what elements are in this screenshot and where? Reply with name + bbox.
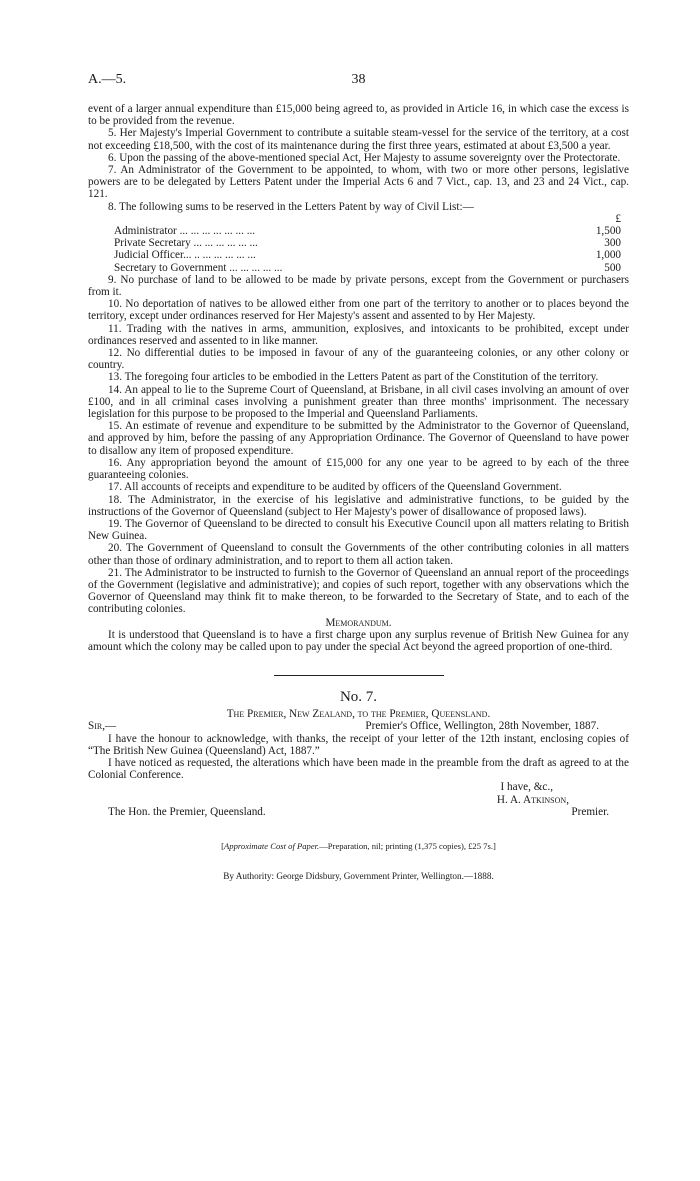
civil-list-amount: 1,000	[595, 249, 621, 262]
civil-list-label: Secretary to Government ... ... ... ... ...	[114, 261, 283, 274]
article-17: 17. All accounts of receipts and expenditure to be audited by officers of the Queensland Government.	[108, 481, 562, 494]
letter-signature: H. A. Atkinson,	[496, 793, 569, 806]
article-18: 18. The Administrator, in the exercise of his legislative and administrative functions, to be guided by the instructions of the Governor of Queensland (subject to Her Majesty's power of disallowance of proposed laws).	[88, 493, 629, 518]
civil-list-row	[88, 262, 629, 274]
page-header	[88, 72, 629, 90]
document-body	[88, 103, 629, 882]
civil-list-row	[88, 237, 629, 249]
article-13: 13. The foregoing four articles to be embodied in the Letters Patent as part of the Constitution of the territory.	[108, 371, 599, 384]
cost-text: —Preparation, nil; printing (1,375 copies), £25 7s.	[319, 840, 493, 851]
letter-dateline-row	[88, 720, 629, 732]
letter-recipient-row	[88, 806, 629, 818]
article-11: 11. Trading with the natives in arms, ammunition, explosives, and intoxicants to be prohibited, except under ordinances reserved and assented to in like manner.	[88, 322, 629, 347]
letter-closing: I have, &c.,	[500, 781, 553, 794]
civil-list-row	[88, 225, 629, 237]
section-divider	[274, 675, 444, 676]
page-number: 38	[351, 72, 366, 87]
memorandum-text: It is understood that Queensland is to have a first charge upon any surplus revenue of British New Guinea for any amount which the colony may be called upon to pay under the special Act beyond the agreed proportion of one-third.	[88, 628, 629, 653]
letter-body-2: I have noticed as requested, the alterations which have been made in the preamble from the draft as agreed to at the Colonial Conference.	[88, 756, 629, 782]
letter-signature-title: Premier.	[571, 805, 609, 818]
article-14: 14. An appeal to lie to the Supreme Court of Queensland, at Brisbane, in all civil cases involving an amount of over £100, and in all criminal cases involving a punishment greater than three months' imprisonment. The necessary legislation for this purpose to be proposed to the Imperial and Queensland Parliaments.	[88, 383, 629, 421]
letter-salutation: Sir,—	[88, 720, 117, 733]
printer-authority: By Authority: George Didsbury, Government Printer, Wellington.—1888.	[223, 871, 494, 882]
article-10: 10. No deportation of natives to be allowed either from one part of the territory to another or to places beyond the territory, except under ordinances reserved for Her Majesty's assent and assented to by Her Majesty.	[88, 298, 629, 323]
article-19: 19. The Governor of Queensland to be directed to consult his Executive Council upon all matters relating to British New Guinea.	[88, 517, 629, 543]
article-9: 9. No purchase of land to be allowed to be made by private persons, except from the Government or purchasers from it.	[88, 273, 629, 299]
paragraph-continuation: event of a larger annual expenditure than £15,000 being agreed to, as provided in Article 16, in which case the excess is to be provided from the revenue.	[88, 103, 629, 128]
article-12: 12. No differential duties to be imposed in favour of any of the guaranteeing colonies, or any other colony or country.	[88, 347, 629, 372]
currency-symbol: £	[615, 212, 621, 225]
memorandum-heading: Memorandum.	[325, 616, 392, 629]
article-20: 20. The Government of Queensland to consult the Governments of the other contributing colonies in all matters other than those of ordinary administration, and to report to them all action taken.	[88, 542, 629, 567]
letter-dateline: Premier's Office, Wellington, 28th November, 1887.	[365, 720, 599, 733]
civil-list-row	[88, 249, 629, 261]
article-5: 5. Her Majesty's Imperial Government to contribute a suitable steam-vessel for the service of the territory, at a cost not exceeding £18,500, with the cost of its maintenance during the first three years, estimated at about £3,500 a year.	[88, 127, 629, 152]
cost-label: Approximate Cost of Paper.	[224, 840, 320, 851]
document-reference: A.—5.	[88, 72, 127, 87]
civil-list-amount: 300	[604, 237, 621, 250]
civil-list-label: Judicial Officer... .. ... ... ... ... ...	[114, 249, 256, 262]
civil-list-amount: 500	[604, 261, 621, 274]
civil-list-amount: 1,500	[595, 225, 621, 238]
cost-note: [Approximate Cost of Paper.—Preparation, nil; printing (1,375 copies), £25 7s.]	[221, 840, 496, 851]
article-16: 16. Any appropriation beyond the amount of £15,000 for any one year to be agreed to by each of the three guaranteeing colonies.	[88, 456, 629, 482]
article-6: 6. Upon the passing of the above-mentioned special Act, Her Majesty to assume sovereignty over the Protectorate.	[108, 151, 621, 164]
civil-list-label: Private Secretary ... ... ... ... ... ...	[114, 237, 258, 250]
article-21: 21. The Administrator to be instructed to furnish to the Governor of Queensland an annual report of the proceedings of the Government (legislative and administrative); and copies of such report, together with any observations which the Governor of Queensland may think fit to make thereon, to be forwarded to the Secretary of State, and to each of the contributing colonies.	[88, 566, 629, 616]
article-8: 8. The following sums to be reserved in the Letters Patent by way of Civil List:—	[108, 200, 474, 213]
letter-body-1: I have the honour to acknowledge, with thanks, the receipt of your letter of the 12th instant, enclosing copies of “The British New Guinea (Queensland) Act, 1887.”	[88, 732, 629, 757]
letter-address: The Premier, New Zealand, to the Premier, Queensland.	[226, 708, 491, 721]
letter-number: No. 7.	[339, 689, 378, 706]
letter-recipient: The Hon. the Premier, Queensland.	[108, 805, 266, 818]
civil-list	[88, 213, 629, 274]
civil-list-label: Administrator ... ... ... ... ... ... ...	[114, 225, 256, 238]
article-7: 7. An Administrator of the Government to be appointed, to whom, with two or more other persons, legislative powers are to be delegated by Letters Patent under the Imperial Acts 6 and 7 Vict., cap. 13, and 23 and 24 Vict., cap. 121.	[88, 164, 629, 201]
article-15: 15. An estimate of revenue and expenditure to be submitted by the Administrator to the Governor of Queensland, and approved by him, before the passing of any Appropriation Ordinance. The Governor of Queensland to have power to disallow any item of proposed expenditure.	[88, 420, 629, 457]
